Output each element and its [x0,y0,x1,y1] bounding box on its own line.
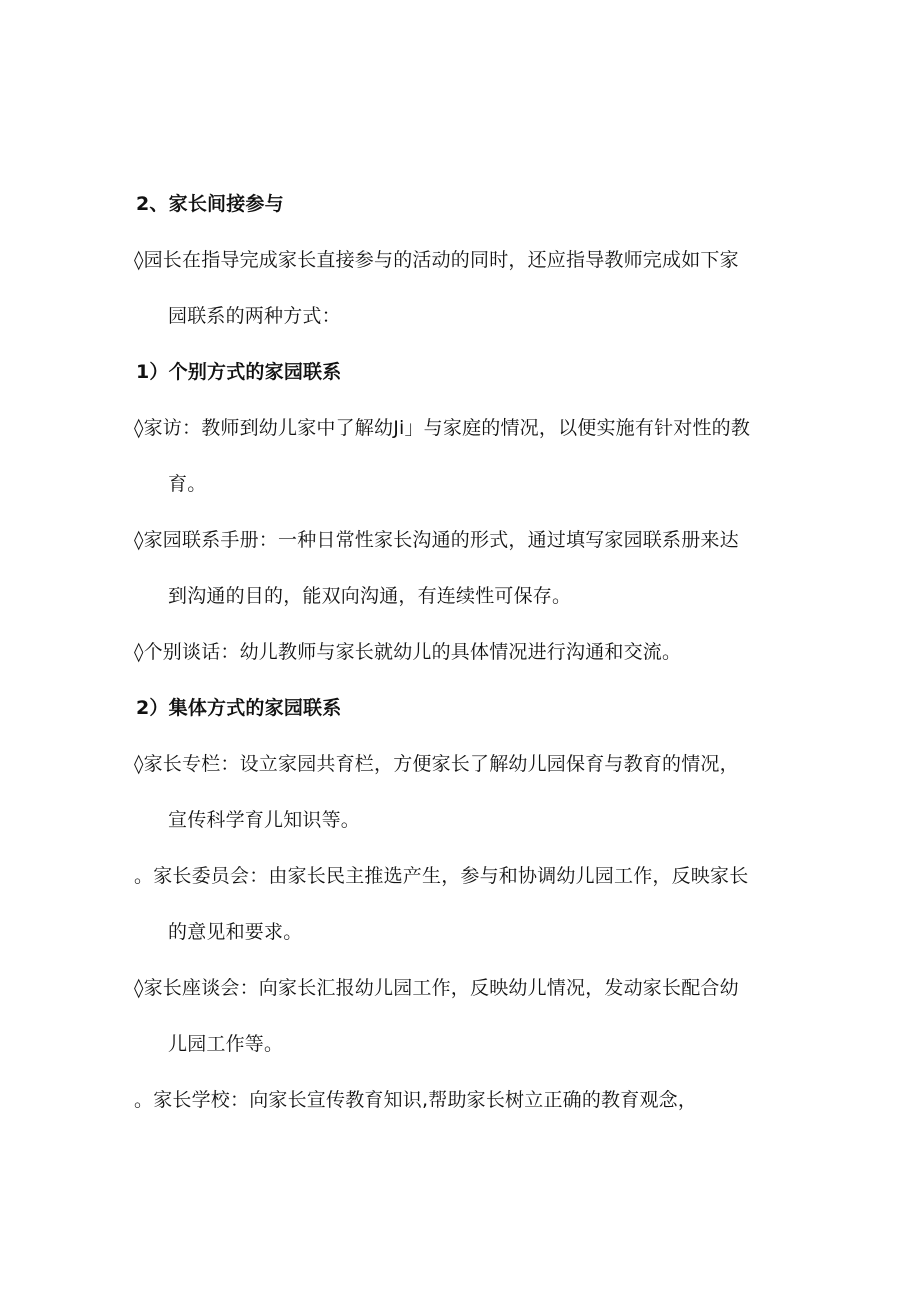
parent-column-line-1: ◊家长专栏：设立家园共育栏，方便家长了解幼儿园保育与教育的情况， [134,753,739,775]
parent-forum-line-2: 儿园工作等。 [168,1033,284,1055]
section-heading-indirect-participation: 2、家长间接参与 [136,193,284,215]
parent-column-line-2: 宣传科学育儿知识等。 [168,809,361,831]
intro-paragraph-line-1: ◊园长在指导完成家长直接参与的活动的同时，还应指导教师完成如下家 [134,249,739,271]
contact-book-line-1: ◊家园联系手册：一种日常性家长沟通的形式，通过填写家园联系册来达 [134,529,739,551]
parent-committee-line-1: 。家长委员会：由家长民主推选产生，参与和协调幼儿园工作，反映家长 [134,865,749,887]
parent-committee-line-2: 的意见和要求。 [168,921,303,943]
home-visit-line-1: ◊家访：教师到幼儿家中了解幼Ji」与家庭的情况，以便实施有针对性的教 [134,417,751,439]
subheading-individual-contact: 1）个别方式的家园联系 [136,361,342,383]
individual-talk-line-1: ◊个别谈话：幼儿教师与家长就幼儿的具体情况进行沟通和交流。 [134,641,682,663]
parent-school-line-1: 。家长学校：向家长宣传教育知识,帮助家长树立正确的教育观念， [134,1089,698,1111]
subheading-collective-contact: 2）集体方式的家园联系 [136,697,342,719]
intro-paragraph-line-2: 园联系的两种方式： [168,305,341,327]
home-visit-line-2: 育。 [168,473,207,495]
contact-book-line-2: 到沟通的目的，能双向沟通，有连续性可保存。 [168,585,572,607]
parent-forum-line-1: ◊家长座谈会：向家长汇报幼儿园工作，反映幼儿情况，发动家长配合幼 [134,977,739,999]
